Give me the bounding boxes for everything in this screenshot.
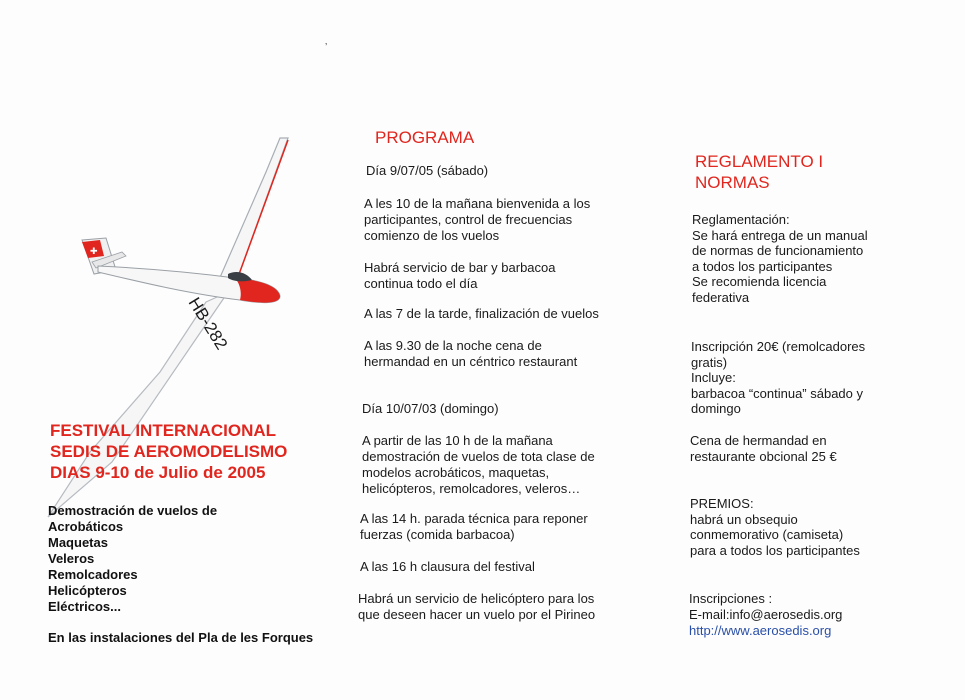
reglamento-line: Incluye:: [691, 370, 736, 385]
programa-line: A las 16 h clausura del festival: [360, 559, 535, 574]
programa-helicopter: [358, 591, 595, 623]
demo-list-item: Veleros: [48, 551, 95, 566]
reglamento-line: a todos los participantes: [692, 258, 833, 274]
programa-line: Habrá servicio de bar y barbacoa: [364, 260, 556, 275]
reglamento-line: restaurante obcional 25 €: [690, 448, 837, 464]
festival-title: [50, 420, 287, 483]
programa-line: Habrá un servicio de helicóptero para los: [358, 591, 595, 606]
programa-title: PROGRAMA: [375, 128, 475, 147]
reglamento-title-line: REGLAMENTO I: [695, 152, 824, 171]
programa-line: helicópteros, remolcadores, veleros…: [362, 481, 581, 496]
reglamento-line: habrá un obsequio: [690, 511, 798, 527]
programa-line: demostración de vuelos de tota clase de: [362, 449, 595, 464]
reglamento-regulations: [692, 212, 868, 305]
reglamento-contact: [689, 591, 842, 622]
programa-day1-heading: [366, 163, 488, 179]
programa-demonstration: [362, 433, 595, 497]
demo-list-item: Demostración de vuelos de: [48, 503, 218, 518]
demo-list-item: Helicópteros: [48, 583, 127, 598]
programa-line: que deseen hacer un vuelo por el Pirineo: [358, 607, 596, 622]
programa-line: Día 9/07/05 (sábado): [366, 163, 489, 178]
programa-line: participantes, control de frecuencias: [364, 212, 573, 227]
stray-mark: ‚: [325, 36, 328, 47]
reglamento-line: Inscripción 20€ (remolcadores: [691, 339, 866, 354]
programa-line: fuerzas (comida barbacoa): [360, 527, 515, 542]
programa-line: A partir de las 10 h de la mañana: [362, 433, 553, 448]
festival-title-line: FESTIVAL INTERNACIONAL: [50, 421, 277, 440]
glider-registration: HB-282: [184, 294, 232, 354]
reglamento-line: domingo: [691, 401, 741, 416]
programa-line: hermandad en un céntrico restaurant: [364, 354, 578, 369]
festival-title-line: DIAS 9-10 de Julio de 2005: [50, 463, 266, 482]
programa-welcome: [364, 196, 590, 244]
website-link-block: [689, 623, 831, 639]
demo-list-item: Eléctricos...: [48, 599, 121, 614]
svg-text:✚: ✚: [90, 247, 98, 257]
reglamento-line: Inscripciones :: [689, 591, 773, 606]
programa-line: A las 14 h. parada técnica para reponer: [360, 511, 588, 526]
programa-dinner: [364, 338, 577, 370]
demo-list-item: Maquetas: [48, 535, 108, 550]
reglamento-dinner: [690, 433, 837, 464]
demo-list-item: Acrobáticos: [48, 519, 124, 534]
reglamento-line: gratis): [691, 354, 728, 370]
reglamento-line: barbacoa “continua” sábado y: [691, 385, 864, 401]
reglamento-line: para a todos los participantes: [690, 542, 860, 558]
reglamento-line: Cena de hermandad en: [690, 433, 827, 448]
demo-list-item: Remolcadores: [48, 567, 138, 582]
contact-email[interactable]: E-mail:info@aerosedis.org: [689, 606, 843, 622]
programa-line: modelos acrobáticos, maquetas,: [362, 465, 550, 480]
reglamento-line: federativa: [692, 289, 750, 305]
reglamento-line: Reglamentación:: [692, 212, 790, 227]
programa-line: A les 10 de la mañana bienvenida a los: [364, 196, 591, 211]
programa-end-flights: [364, 306, 599, 322]
demo-list: [48, 503, 217, 615]
programa-line: continua todo el día: [364, 276, 478, 291]
reglamento-title-line: NORMAS: [695, 173, 770, 192]
reglamento-line: Se hará entrega de un manual: [692, 227, 868, 243]
programa-closing: [360, 559, 535, 575]
programa-day2-heading: [362, 401, 499, 417]
website-link[interactable]: http://www.aerosedis.org: [689, 623, 832, 638]
reglamento-title: [695, 151, 823, 193]
programa-line: A las 9.30 de la noche cena de: [364, 338, 542, 353]
reglamento-line: Se recomienda licencia: [692, 274, 827, 289]
reglamento-line: de normas de funcionamiento: [692, 243, 864, 258]
reglamento-line: conmemorativo (camiseta): [690, 527, 844, 542]
reglamento-registration-fee: [691, 339, 865, 417]
reglamento-line: PREMIOS:: [690, 496, 754, 511]
programa-line: comienzo de los vuelos: [364, 228, 500, 243]
festival-location: En las instalaciones del Pla de les Forques: [48, 630, 314, 645]
programa-line: A las 7 de la tarde, finalización de vuelos: [364, 306, 599, 321]
programa-lunch: [360, 511, 588, 543]
wing-edge-stripe: [234, 140, 288, 288]
reglamento-prizes: [690, 496, 860, 558]
festival-title-line: SEDIS DE AEROMODELISMO: [50, 442, 288, 461]
programa-bar-service: [364, 260, 556, 292]
programa-line: Día 10/07/03 (domingo): [362, 401, 499, 416]
